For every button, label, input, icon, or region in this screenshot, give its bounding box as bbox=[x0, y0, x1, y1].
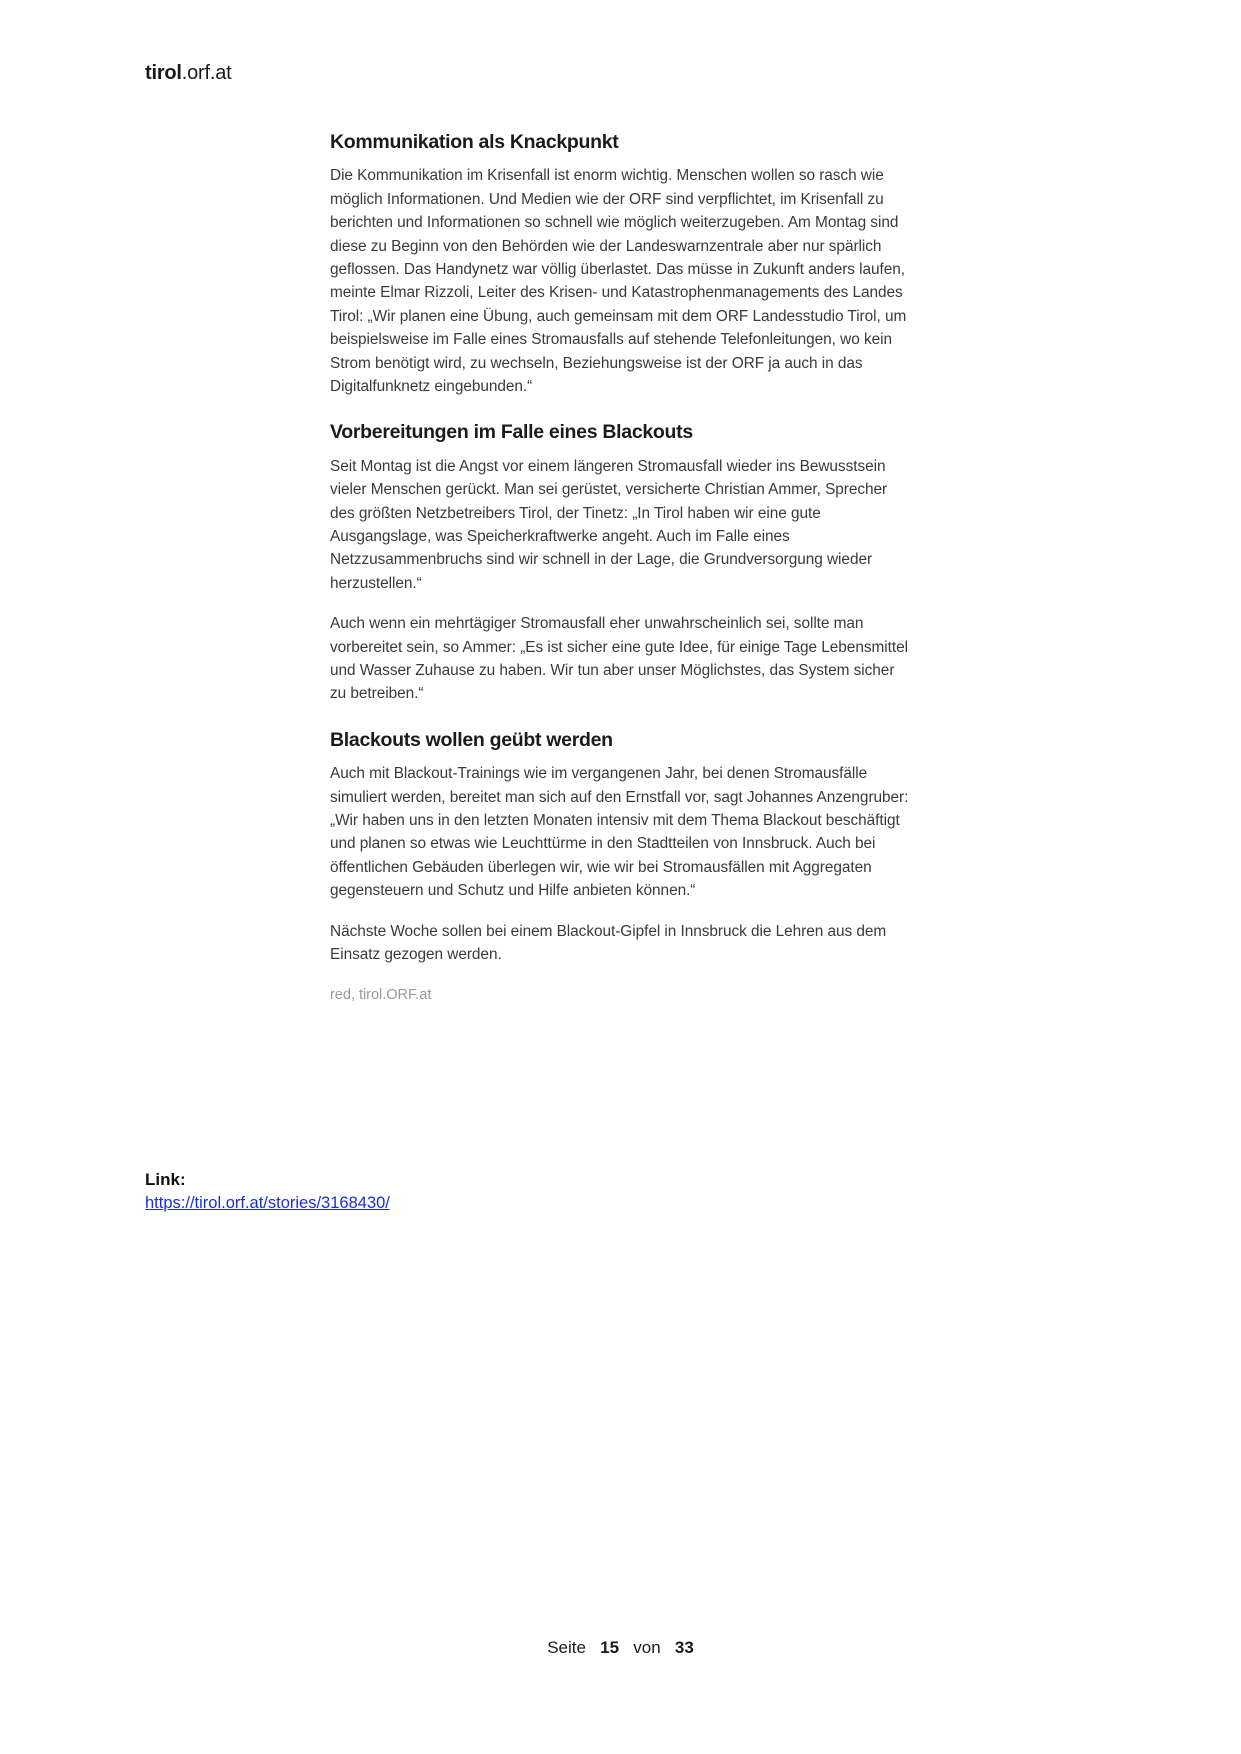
brand-name: tirol bbox=[145, 62, 182, 84]
footer-prefix: Seite bbox=[547, 1638, 586, 1657]
article-source-link[interactable]: https://tirol.orf.at/stories/3168430/ bbox=[145, 1194, 390, 1212]
link-section bbox=[145, 1170, 1045, 1213]
site-brand-header bbox=[145, 62, 232, 85]
footer-middle-word: von bbox=[633, 1638, 661, 1657]
section-heading-vorbereitungen: Vorbereitungen im Falle eines Blackouts bbox=[330, 421, 693, 444]
brand-domain-suffix: .orf.at bbox=[181, 62, 232, 84]
section-paragraph: Nächste Woche sollen bei einem Blackout-Gipfel in Innsbruck die Lehren aus dem Einsatz gezogen werden. bbox=[330, 922, 887, 964]
section-heading-blackouts: Blackouts wollen geübt werden bbox=[330, 728, 613, 751]
section-paragraph: Auch mit Blackout-Trainings wie im vergangenen Jahr, bei denen Stromausfälle simuliert werden, bereitet man sich auf den Ernstfall vor, sagt Johannes Anzengruber: „Wir haben uns in den letzten Monaten intensiv mit dem Thema Blackout beschäftigt und planen so etwas wie Leuchttürme in den Stadtteilen von Innsbruck. Auch bei öffentlichen Gebäuden überlegen wir, wie wir bei Stromausfällen mit Aggregaten gegensteuern und Schutz und Hilfe anbieten können.“ bbox=[330, 765, 909, 900]
article-body bbox=[330, 130, 910, 1003]
section-heading-kommunikation: Kommunikation als Knackpunkt bbox=[330, 131, 619, 153]
footer-total-pages: 33 bbox=[674, 1638, 694, 1657]
section-paragraph: Seit Montag ist die Angst vor einem längeren Stromausfall wieder ins Bewusstsein vieler Menschen gerückt. Man sei gerüstet, versicherte Christian Ammer, Sprecher des größten Netzbetreibers Tirol, der Tinetz: „In Tirol haben wir eine gute Ausgangslage, was Speicherkraftwerke angeht. Auch im Falle eines Netzzusammenbruchs sind wir schnell in der Lage, die Grundversorgung wieder herzustellen.“ bbox=[330, 457, 888, 592]
article-byline: red, tirol.ORF.at bbox=[330, 986, 432, 1003]
page-footer bbox=[0, 1638, 1241, 1658]
section-paragraph: Auch wenn ein mehrtägiger Stromausfall eher unwahrscheinlich sei, sollte man vorbereitet sein, so Ammer: „Es ist sicher eine gute Idee, für einige Tage Lebensmittel und Wasser Zuhause zu haben. Wir tun aber unser Möglichstes, das System sicher zu betreiben.“ bbox=[330, 615, 908, 703]
footer-page-number: 15 bbox=[600, 1638, 620, 1657]
link-label: Link: bbox=[145, 1170, 186, 1189]
section-paragraph: Die Kommunikation im Krisenfall ist enorm wichtig. Menschen wollen so rasch wie möglich Informationen. Und Medien wie der ORF sind verpflichtet, im Krisenfall zu berichten und Informationen so schnell wie möglich weiterzugeben. Am Montag sind diese zu Beginn von den Behörden wie der Landeswarnzentrale aber nur spärlich geflossen. Das Handynetz war völlig überlastet. Das müsse in Zukunft anders laufen, meinte Elmar Rizzoli, Leiter des Krisen- und Katastrophenmanagements des Landes Tirol: „Wir planen eine Übung, auch gemeinsam mit dem ORF Landesstudio Tirol, um beispielsweise im Falle eines Stromausfalls auf stehende Telefonleitungen, wo kein Strom benötigt wird, zu wechseln, Beziehungsweise ist der ORF ja auch in das Digitalfunknetz eingebunden.“ bbox=[330, 167, 907, 396]
